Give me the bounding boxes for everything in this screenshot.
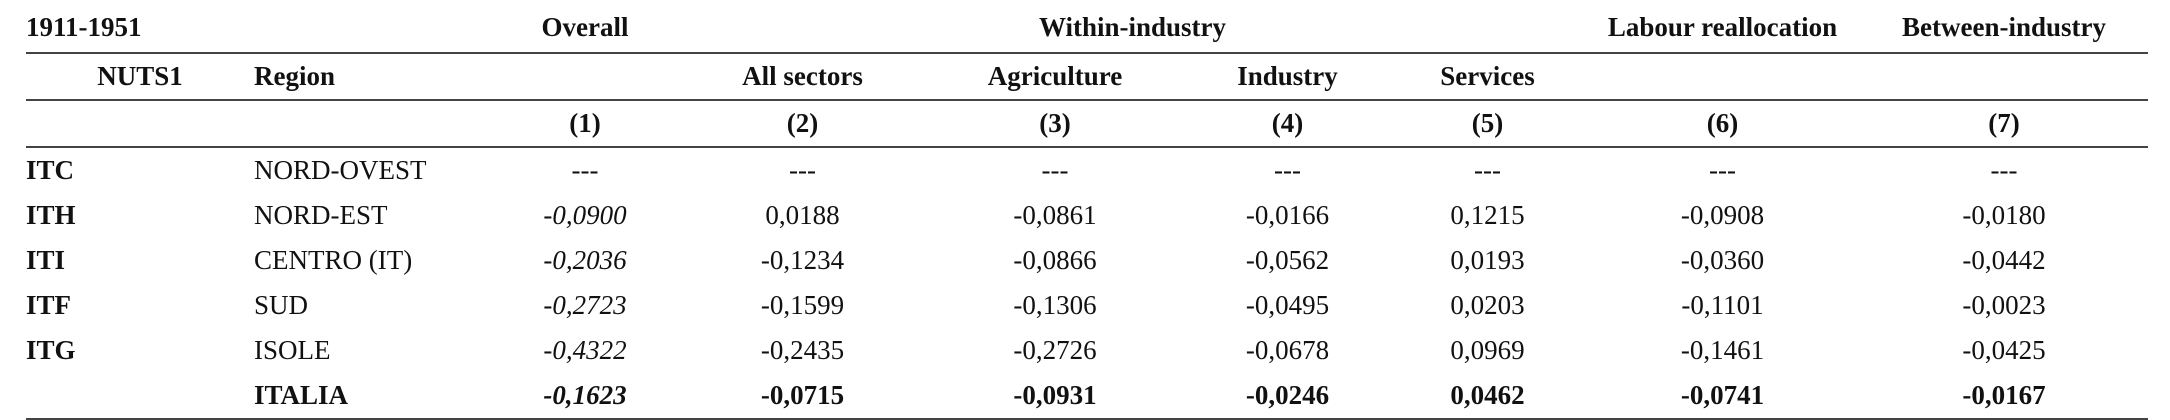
region-name-total: ITALIA [254, 380, 349, 410]
value-cell: -0,1599 [760, 290, 845, 320]
nuts1-code: ITC [26, 155, 75, 185]
col-number: (7) [1988, 108, 2020, 138]
header-row-2 [26, 53, 2148, 100]
col-number: (3) [1039, 108, 1071, 138]
value-cell: -0,0900 [543, 200, 627, 230]
col-number: (2) [786, 108, 819, 138]
nuts1-code: ITG [26, 335, 76, 365]
value-cell: -0,0360 [1680, 245, 1765, 275]
value-cell: --- [1474, 155, 1501, 185]
value-cell: -0,1306 [1013, 290, 1097, 320]
table-row [26, 328, 2148, 373]
value-cell: -0,1461 [1680, 335, 1765, 365]
value-cell: -0,1623 [543, 380, 627, 410]
value-cell: -0,2726 [1013, 335, 1097, 365]
nuts1-code: ITF [26, 290, 72, 320]
value-cell: -0,0246 [1245, 380, 1330, 410]
value-cell: 0,1215 [1450, 200, 1525, 230]
period-label: 1911-1951 [26, 11, 142, 42]
overall-header: Overall [541, 11, 629, 42]
value-cell: --- [1041, 155, 1069, 185]
value-cell: --- [1709, 155, 1736, 185]
agriculture-header: Agriculture [987, 61, 1123, 91]
col-number: (1) [569, 108, 601, 138]
services-header: Services [1440, 61, 1535, 91]
column-number-row [26, 100, 2148, 147]
value-cell: -0,0931 [1013, 380, 1097, 410]
value-cell: -0,0678 [1245, 335, 1330, 365]
value-cell: 0,0203 [1450, 290, 1525, 320]
within-industry-header: Within-industry [1038, 11, 1227, 42]
region-name: NORD-EST [254, 200, 388, 230]
value-cell: --- [571, 155, 599, 185]
all-sectors-header: All sectors [742, 61, 863, 91]
value-cell: -0,0741 [1680, 380, 1765, 410]
nuts1-code [26, 373, 254, 419]
value-cell: 0,0193 [1450, 245, 1525, 275]
region-header: Region [254, 61, 335, 91]
region-name: CENTRO (IT) [254, 245, 413, 275]
col-number: (4) [1271, 108, 1304, 138]
value-cell: -0,0908 [1680, 200, 1765, 230]
industry-header: Industry [1237, 61, 1338, 91]
value-cell: -0,1101 [1681, 290, 1764, 320]
value-cell: -0,0167 [1962, 380, 2046, 410]
table-row [26, 283, 2148, 328]
value-cell: -0,2723 [543, 290, 627, 320]
value-cell: -0,4322 [543, 335, 627, 365]
value-cell: 0,0188 [765, 200, 840, 230]
value-cell: -0,0023 [1962, 290, 2046, 320]
nuts1-code: ITH [26, 200, 76, 230]
value-cell: -0,0861 [1013, 200, 1097, 230]
value-cell: -0,0562 [1245, 245, 1330, 275]
table-row [26, 193, 2148, 238]
value-cell: 0,0462 [1450, 380, 1525, 410]
decomposition-table [26, 0, 2148, 420]
value-cell: 0,0969 [1450, 335, 1525, 365]
value-cell: -0,0425 [1962, 335, 2046, 365]
col-number: (6) [1706, 108, 1739, 138]
value-cell: -0,2036 [543, 245, 627, 275]
region-name: ISOLE [254, 335, 331, 365]
total-row [26, 373, 2148, 419]
region-name: SUD [254, 290, 309, 320]
value-cell: -0,2435 [760, 335, 845, 365]
labour-reallocation-header: Labour reallocation [1607, 11, 1838, 42]
value-cell: -0,0495 [1245, 290, 1330, 320]
value-cell: --- [1990, 155, 2018, 185]
value-cell: --- [1274, 155, 1301, 185]
nuts1-header: NUTS1 [97, 61, 183, 91]
value-cell: --- [789, 155, 816, 185]
table-row [26, 238, 2148, 283]
table-row [26, 147, 2148, 193]
region-name: NORD-OVEST [254, 155, 427, 185]
value-cell: -0,0166 [1245, 200, 1330, 230]
header-row-1 [26, 0, 2148, 53]
value-cell: -0,1234 [760, 245, 845, 275]
value-cell: -0,0715 [760, 380, 845, 410]
nuts1-code: ITI [26, 245, 66, 275]
between-industry-header: Between-industry [1902, 11, 2106, 42]
value-cell: -0,0866 [1013, 245, 1097, 275]
col-number: (5) [1471, 108, 1504, 138]
value-cell: -0,0442 [1962, 245, 2046, 275]
results-table-container [26, 0, 2148, 420]
value-cell: -0,0180 [1962, 200, 2046, 230]
